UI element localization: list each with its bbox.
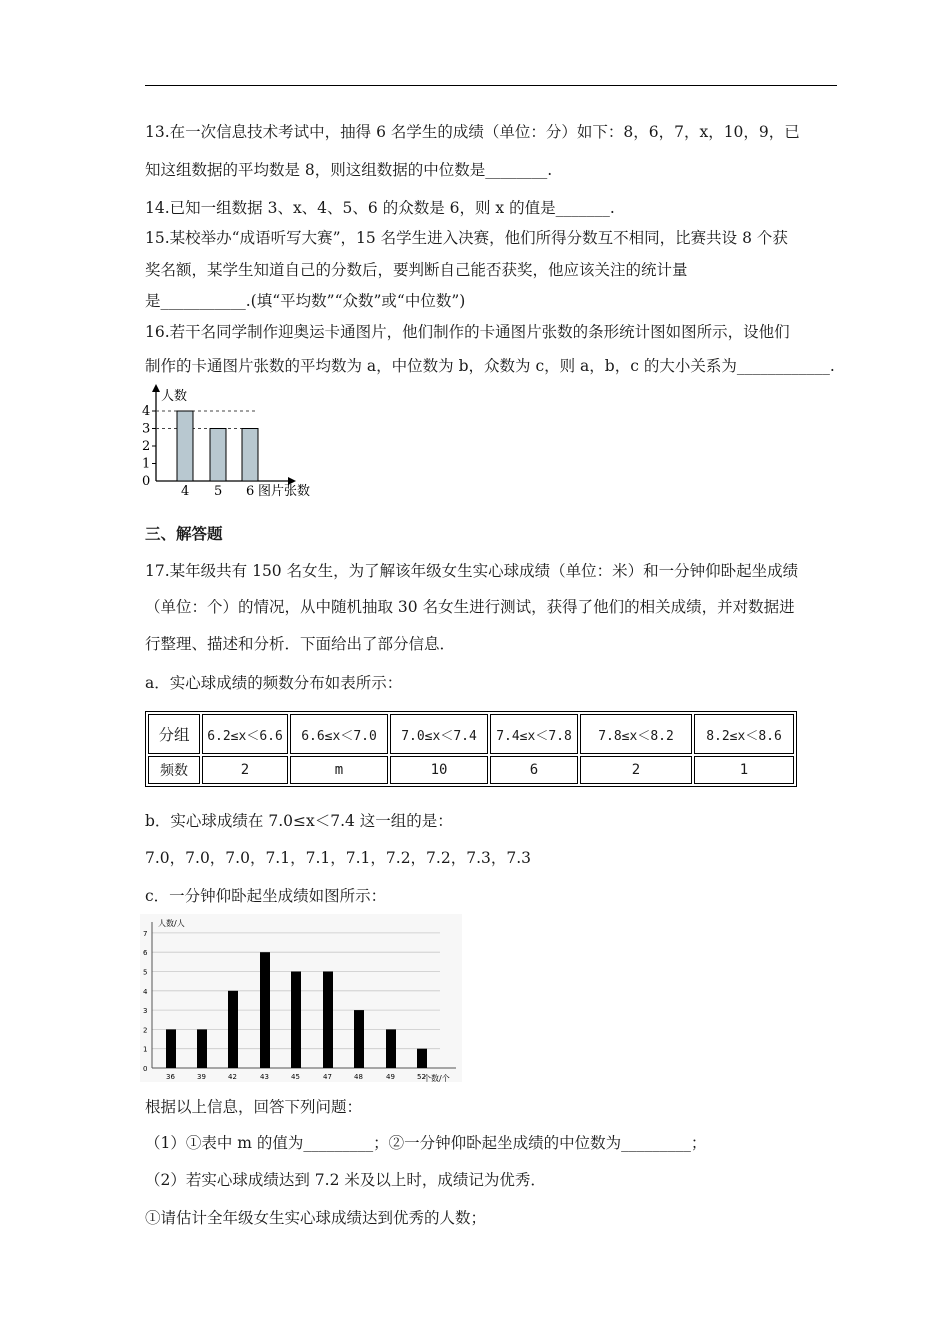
x-tick-label: 5: [214, 484, 223, 499]
q17-line3: 行整理、描述和分析．下面给出了部分信息．: [145, 635, 456, 653]
q15-line1: 15.某校举办“成语听写大赛”，15 名学生进入决赛，他们所得分数互不相同，比赛共设 8 个获: [145, 229, 788, 247]
header-rule: [145, 85, 837, 86]
table-cell: 2: [580, 756, 692, 784]
bar: [228, 991, 238, 1068]
x-tick-label: 39: [197, 1073, 206, 1081]
table-cell: m: [290, 756, 388, 784]
q17-part-c: c．一分钟仰卧起坐成绩如图所示：: [145, 887, 387, 905]
q14-line1: 14.已知一组数据 3、x、4、5、6 的众数是 6，则 x 的值是_______.: [145, 199, 615, 217]
bar: [197, 1029, 207, 1068]
bar: [354, 1010, 364, 1068]
x-tick-label: 52: [417, 1073, 426, 1081]
x-tick-label: 47: [323, 1073, 332, 1081]
bar: [291, 972, 301, 1069]
q16-line2: 制作的卡通图片张数的平均数为 a，中位数为 b，众数为 c，则 a，b，c 的大小关系为____________.: [145, 357, 835, 375]
q17-part-b: b．实心球成绩在 7.0≤x＜7.4 这一组的是：: [145, 812, 453, 830]
table-cell: 7.8≤x＜8.2: [580, 714, 692, 754]
table-cell: 6: [490, 756, 578, 784]
y-tick-label: 4: [142, 404, 151, 419]
table-cell: 7.0≤x＜7.4: [390, 714, 488, 754]
chart-situp-scores: [140, 914, 470, 1086]
x-tick-label: 6: [246, 484, 255, 499]
x-tick-label: 4: [181, 484, 190, 499]
y-tick-label: 2: [143, 1026, 148, 1035]
frequency-table: [145, 711, 797, 787]
x-tick-label: 36: [166, 1073, 175, 1081]
bar: [260, 952, 270, 1068]
section-title: 三、解答题: [145, 524, 223, 543]
bar: [323, 972, 333, 1069]
table-cell: 6.2≤x＜6.6: [202, 714, 288, 754]
bar: [177, 411, 193, 481]
y-tick-label: 3: [142, 421, 151, 437]
q17-sub2-1: ①请估计全年级女生实心球成绩达到优秀的人数；: [145, 1209, 487, 1227]
y-axis-label: 人数/人: [158, 919, 185, 928]
q16-line1: 16.若干名同学制作迎奥运卡通图片，他们制作的卡通图片张数的条形统计图如图所示，设他们: [145, 323, 790, 341]
y-tick-label: 1: [143, 1045, 148, 1054]
y-tick-label: 2: [142, 439, 151, 454]
chart-card-count: [140, 384, 340, 502]
q17-line2: （单位：个）的情况，从中随机抽取 30 名女生进行测试，获得了他们的相关成绩，并对数据进: [145, 598, 795, 616]
x-tick-label: 49: [386, 1073, 395, 1081]
bar: [417, 1049, 427, 1068]
x-axis-label: 个数/个: [423, 1074, 450, 1083]
q15-line3: 是___________.(填“平均数”“众数”或“中位数”): [145, 292, 466, 310]
y-tick-label: 4: [143, 987, 148, 996]
q15-line2: 奖名额，某学生知道自己的分数后，要判断自己能否获奖，他应该关注的统计量: [145, 261, 688, 279]
q17-part-a: a．实心球成绩的频数分布如表所示：: [145, 674, 403, 692]
q17-sub2: （2）若实心球成绩达到 7.2 米及以上时，成绩记为优秀．: [145, 1171, 546, 1189]
table-cell: 10: [390, 756, 488, 784]
x-axis-label: 图片张数: [258, 484, 311, 499]
table-cell: 7.4≤x＜7.8: [490, 714, 578, 754]
x-tick-label: 45: [291, 1073, 300, 1081]
x-tick-label: 42: [228, 1073, 237, 1081]
y-tick-label: 0: [143, 1065, 148, 1073]
table-header-cell: 频数: [148, 756, 200, 784]
table-cell: 1: [694, 756, 794, 784]
q17-sub1: （1）①表中 m 的值为_________；②一分钟仰卧起坐成绩的中位数为_________；: [145, 1134, 707, 1152]
table-cell: 6.6≤x＜7.0: [290, 714, 388, 754]
table-row: [148, 756, 794, 784]
bar: [242, 429, 258, 482]
table-cell: 2: [202, 756, 288, 784]
q17-after: 根据以上信息，回答下列问题：: [145, 1098, 363, 1116]
table-cell: 8.2≤x＜8.6: [694, 714, 794, 754]
y-axis-arrow: [152, 384, 160, 392]
y-tick-label: 5: [143, 968, 148, 977]
q17-line1: 17.某年级共有 150 名女生，为了解该年级女生实心球成绩（单位：米）和一分钟仰卧起坐成绩: [145, 562, 799, 580]
q13-line2: 知这组数据的平均数是 8，则这组数据的中位数是________.: [145, 161, 553, 179]
y-axis-label: 人数: [161, 389, 188, 404]
y-tick-label: 3: [143, 1007, 148, 1016]
x-tick-label: 43: [260, 1073, 269, 1081]
q13-line1: 13.在一次信息技术考试中，抽得 6 名学生的成绩（单位：分）如下：8，6，7，x，10，9，已: [145, 123, 800, 141]
y-tick-label: 7: [143, 929, 148, 938]
y-tick-label: 1: [142, 456, 151, 472]
bar: [210, 429, 226, 482]
y-tick-label: 6: [143, 949, 148, 958]
bar: [166, 1029, 176, 1068]
bar: [386, 1029, 396, 1068]
y-tick-label: 0: [142, 474, 151, 489]
table-header-cell: 分组: [148, 714, 200, 754]
q17-part-b-data: 7.0，7.0，7.0，7.1，7.1，7.1，7.2，7.2，7.3，7.3: [145, 849, 532, 867]
x-tick-label: 48: [354, 1073, 363, 1081]
table-row: [148, 714, 794, 754]
